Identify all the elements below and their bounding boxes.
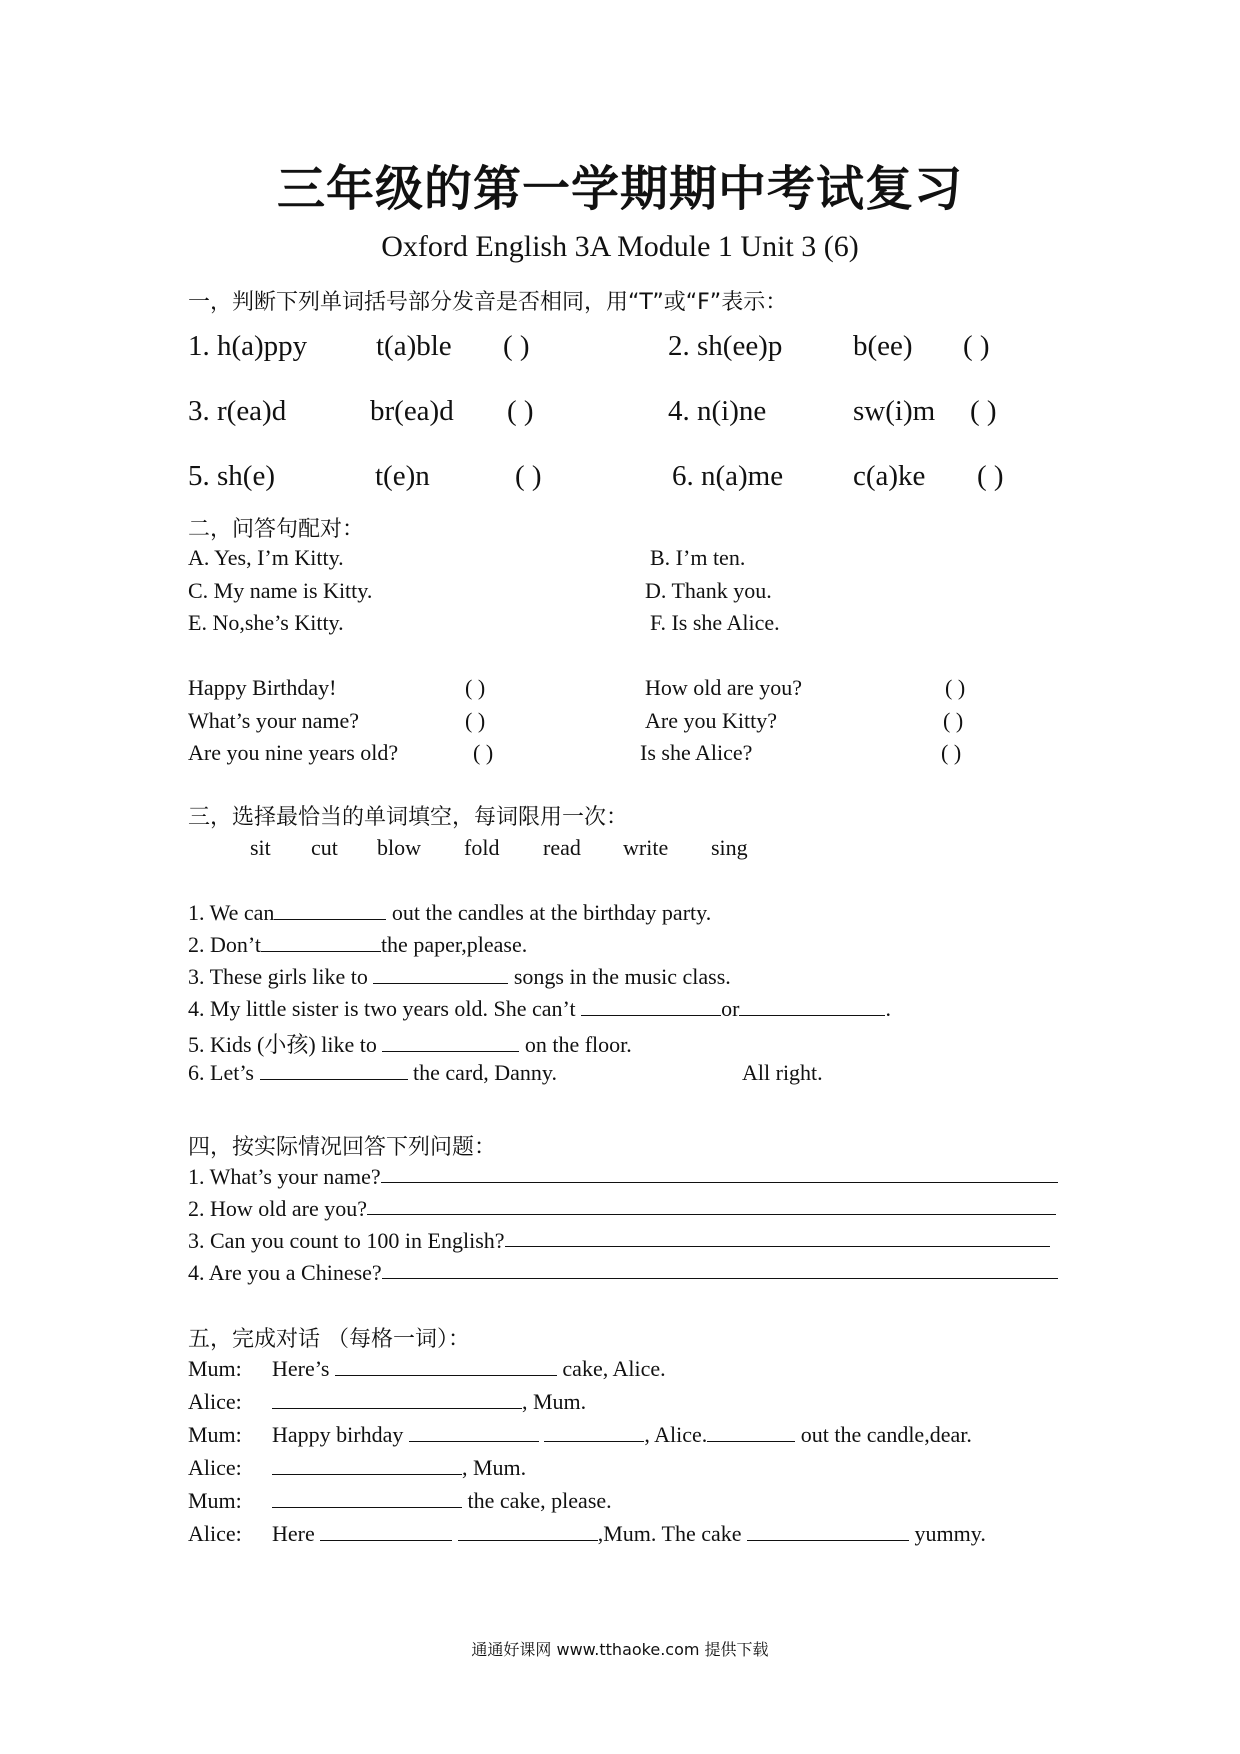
- answer-blank[interactable]: [381, 1164, 1058, 1183]
- word-bank-item: cut: [311, 835, 338, 860]
- s1-item-number: 6. n(a)me: [672, 460, 784, 492]
- fill-sentence: 4. My little sister is two years old. She can’t or .: [188, 996, 891, 1021]
- answer-blank[interactable]: [739, 997, 885, 1016]
- match-question: What’s your name?: [188, 708, 360, 733]
- s1-item-word: sw(i)m: [853, 395, 936, 427]
- match-option: D. Thank you.: [645, 578, 772, 603]
- s1-item-word: br(ea)d: [370, 395, 454, 427]
- match-question: Happy Birthday!: [188, 675, 337, 700]
- fill-sentence: 3. These girls like to songs in the music class.: [188, 964, 731, 989]
- match-option: C. My name is Kitty.: [188, 578, 373, 603]
- answer-bracket[interactable]: ( ): [943, 708, 964, 733]
- match-option: E. No,she’s Kitty.: [188, 610, 344, 635]
- word-bank-item: sing: [711, 835, 748, 860]
- fill-sentence: 6. Let’s the card, Danny.: [188, 1060, 557, 1085]
- dialog-line: Here’s cake, Alice.: [272, 1356, 666, 1381]
- word-bank-item: blow: [377, 835, 421, 860]
- answer-bracket[interactable]: ( ): [977, 460, 1004, 492]
- s1-item-number: 1. h(a)ppy: [188, 330, 308, 362]
- s1-item-word: t(e)n: [375, 460, 430, 492]
- section-5-heading: 五，完成对话 （每格一词）：: [188, 1327, 470, 1352]
- answer-bracket[interactable]: ( ): [515, 460, 542, 492]
- dialog-speaker: Alice:: [188, 1455, 242, 1480]
- match-option: F. Is she Alice.: [650, 610, 780, 635]
- s1-item-number: 3. r(ea)d: [188, 395, 287, 427]
- dialog-line: the cake, please.: [272, 1488, 612, 1514]
- dialog-speaker: Alice:: [188, 1389, 242, 1414]
- dialog-speaker: Mum:: [188, 1422, 242, 1447]
- match-option: A. Yes, I’m Kitty.: [188, 545, 344, 570]
- answer-blank[interactable]: [261, 933, 381, 952]
- answer-blank[interactable]: [382, 1260, 1058, 1279]
- answer-blank[interactable]: [274, 901, 386, 920]
- answer-bracket[interactable]: ( ): [503, 330, 530, 362]
- match-question: How old are you?: [645, 675, 803, 700]
- answer-bracket[interactable]: ( ): [465, 708, 486, 733]
- answer-bracket[interactable]: ( ): [473, 740, 494, 765]
- dialog-speaker: Mum:: [188, 1356, 242, 1381]
- answer-question: 1. What’s your name?: [188, 1164, 1058, 1190]
- answer-bracket[interactable]: ( ): [941, 740, 962, 765]
- match-question: Are you nine years old?: [188, 740, 399, 765]
- answer-blank[interactable]: [335, 1357, 557, 1376]
- answer-blank[interactable]: [505, 1228, 1050, 1247]
- dialog-line: , Mum.: [272, 1389, 586, 1415]
- s1-item-number: 4. n(i)ne: [668, 395, 767, 427]
- word-bank-item: fold: [464, 835, 500, 860]
- fill-sentence: 2. Don’t the paper,please.: [188, 932, 528, 957]
- answer-bracket[interactable]: ( ): [465, 675, 486, 700]
- answer-blank[interactable]: [747, 1522, 909, 1541]
- section-4-heading: 四，按实际情况回答下列问题：: [188, 1135, 497, 1160]
- dialog-reply: All right.: [742, 1060, 823, 1085]
- page-title: 三年级的第一学期期中考试复习: [276, 161, 963, 217]
- answer-blank[interactable]: [707, 1423, 795, 1442]
- answer-blank[interactable]: [544, 1423, 644, 1442]
- answer-blank[interactable]: [272, 1390, 522, 1409]
- answer-bracket[interactable]: ( ): [970, 395, 997, 427]
- answer-blank[interactable]: [320, 1522, 452, 1541]
- match-option: B. I’m ten.: [650, 545, 746, 570]
- s1-item-word: t(a)ble: [376, 330, 452, 362]
- match-question: Are you Kitty?: [645, 708, 777, 733]
- fill-sentence: 5. Kids (小孩) like to on the floor.: [188, 1032, 632, 1057]
- word-bank-item: read: [543, 835, 581, 860]
- dialog-speaker: Alice:: [188, 1521, 242, 1546]
- answer-bracket[interactable]: ( ): [945, 675, 966, 700]
- answer-blank[interactable]: [260, 1061, 408, 1080]
- s1-item-number: 2. sh(ee)p: [668, 330, 783, 362]
- page-footer: 通通好课网 www.tthaoke.com 提供下载: [471, 1640, 769, 1659]
- section-1-heading: 一，判断下列单词括号部分发音是否相同，用“T”或“F”表示：: [188, 290, 788, 315]
- dialog-line: Happy birhday , Alice. out the candle,dear.: [272, 1422, 972, 1447]
- answer-blank[interactable]: [367, 1196, 1056, 1215]
- page-subtitle: Oxford English 3A Module 1 Unit 3 (6): [381, 230, 859, 263]
- answer-question: 2. How old are you?: [188, 1196, 1056, 1222]
- answer-question: 4. Are you a Chinese?: [188, 1260, 1058, 1286]
- answer-blank[interactable]: [272, 1456, 462, 1475]
- fill-sentence: 1. We can out the candles at the birthday party.: [188, 900, 712, 925]
- dialog-speaker: Mum:: [188, 1488, 242, 1513]
- word-bank-item: sit: [250, 835, 271, 860]
- answer-question: 3. Can you count to 100 in English?: [188, 1228, 1050, 1254]
- answer-blank[interactable]: [458, 1522, 598, 1541]
- word-bank-item: write: [623, 835, 669, 860]
- section-3-heading: 三，选择最恰当的单词填空，每词限用一次：: [188, 805, 629, 830]
- answer-blank[interactable]: [382, 1033, 519, 1052]
- dialog-line: Here ,Mum. The cake yummy.: [272, 1521, 986, 1546]
- section-2-heading: 二，问答句配对：: [188, 517, 365, 542]
- answer-bracket[interactable]: ( ): [507, 395, 534, 427]
- answer-blank[interactable]: [272, 1489, 462, 1508]
- s1-item-number: 5. sh(e): [188, 460, 275, 492]
- dialog-line: , Mum.: [272, 1455, 526, 1481]
- s1-item-word: b(ee): [853, 330, 913, 362]
- answer-bracket[interactable]: ( ): [963, 330, 990, 362]
- answer-blank[interactable]: [373, 965, 508, 984]
- s1-item-word: c(a)ke: [853, 460, 926, 492]
- answer-blank[interactable]: [581, 997, 721, 1016]
- answer-blank[interactable]: [409, 1423, 539, 1442]
- match-question: Is she Alice?: [640, 740, 753, 765]
